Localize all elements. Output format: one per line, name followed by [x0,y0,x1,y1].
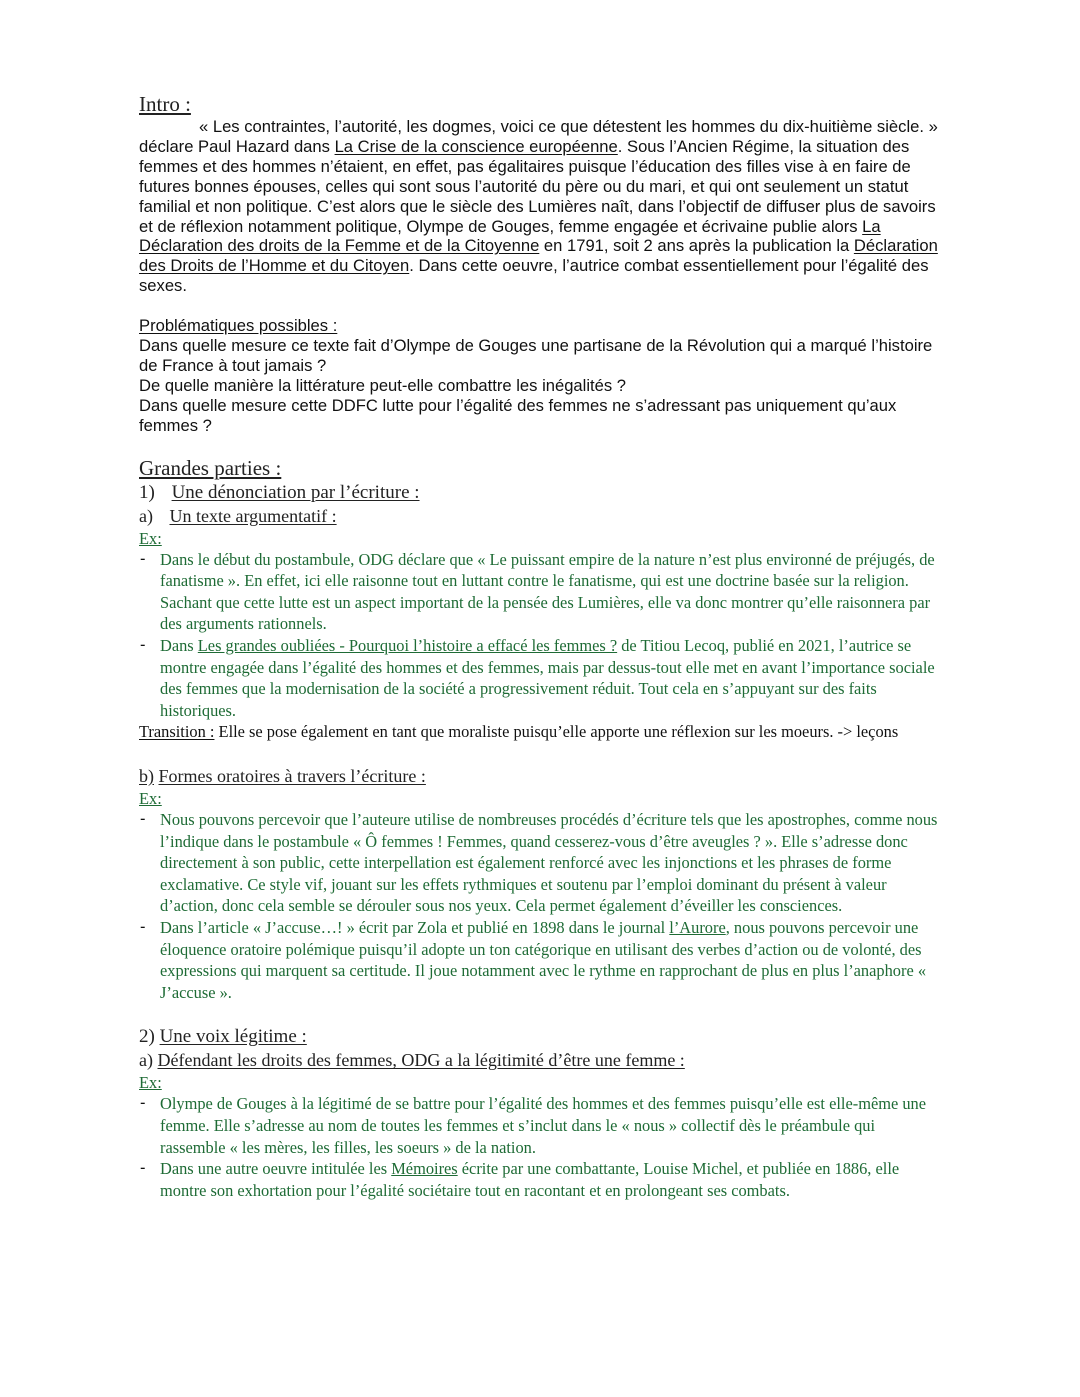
part-2a-number: a) [139,1050,153,1071]
list-item [139,917,939,1003]
part-1a-item-1: Dans le début du postambule, ODG déclare que « Le puissant empire de la nature n’est plus environné de préjugés, de fanatisme ». En effet, ici elle raisonne tout en luttant contre le fanatisme, qui est une doctrine basée sur la religion. Sachant que cette lutte est un aspect important de la pensée des Lumières, elle va donc montrer qu’elle raisonnera par des arguments rationnels. [160,549,935,634]
part-1b-item-2-text-a: Dans l’article « J’accuse…! » écrit par Zola et publié en 1898 dans le journal [160,918,670,937]
part-1b-number: b) [139,766,154,787]
part-2a-item-1: Olympe de Gouges à la légitimé de se battre pour l’égalité des hommes et des femmes puisqu’elle est elle-même une femme. Elle s’adresse au nom de toutes les femmes et s’inclut dans le « nous » collectif dès le préambule qui rassemble « les mères, les filles, les soeurs » de la nation. [160,1094,927,1157]
intro-text-c: en 1791, soit 2 ans après la publication la [539,236,854,256]
transition-label: Transition : [139,722,215,742]
part-2-title: Une voix légitime : [159,1026,307,1048]
part-2-heading [139,1025,939,1049]
part-2a-title: Défendant les droits des femmes, ODG a la légitimité d’être une femme : [157,1050,685,1071]
transition-paragraph [139,721,939,743]
intro-text-b: . Sous l’Ancien Régime, la situation des femmes et des hommes n’étaient, en effet, pas égalitaires puisque l’éducation des filles vise à en faire de futures bonnes épouses, celles qui sont sous l’autorité du père ou du mari, et qui ont seulement un statut familial et non politique. C’est alors que le siècle des Lumières naît, dans l’objectif de diffuser plus de savoirs et de réflexion notamment politique, Olympe de Gouges, femme engagée et écrivaine publie alors [139,136,936,236]
part-2a-item-2-text-a: Dans une autre oeuvre intitulée les [160,1159,392,1179]
problematique-1: Dans quelle mesure ce texte fait d’Olympe de Gouges une partisane de la Révolution qui a marqué l’histoire de France à tout jamais ? [139,336,933,376]
intro-heading: Intro : [139,92,191,116]
part-2a-heading [139,1049,939,1072]
part-1-heading [139,481,939,505]
ex-label-1b: Ex: [139,789,162,809]
part-2-number: 2) [139,1026,155,1048]
part-1a-item-2-text-a: Dans [160,636,198,656]
part-1a-item-2-text-b: de Titiou Lecoq, publié en 2021, l’autrice se montre engagée dans l’égalité des hommes et des femmes, mais par dessus-tout elle met en avant l’importance sociale des femmes que la modernisation de la société a progressivement réduit. Tout cela en s’appuyant sur des faits historiques. [160,636,935,720]
part-2a-item-2-title: Mémoires [391,1159,458,1179]
intro-text-a: « Les contraintes, l’autorité, les dogmes, voici ce que détestent les hommes du dix-huitième siècle. » déclare Paul Hazard dans [139,117,938,156]
problematique-3: Dans quelle mesure cette DDFC lutte pour l’égalité des femmes ne s’adressant pas uniquement qu’aux femmes ? [139,395,897,435]
intro-title-crise: La Crise de la conscience européenne [334,136,618,156]
part-1a-heading [139,505,939,528]
part-2a-list [139,1093,939,1201]
parties-heading: Grandes parties : [139,455,282,480]
list-item [139,1093,939,1158]
ex-label-2a: Ex: [139,1073,162,1093]
part-2a-item-2-text-b: écrite par une combattante, Louise Michel, et publiée en 1886, elle montre son exhortation pour l’égalité sociétaire tout en racontant et en prolongeant ses combats. [160,1159,900,1200]
intro-paragraph [139,117,939,296]
problematiques-heading: Problématiques possibles : [139,316,338,336]
intro-title-ddfc: La Déclaration des droits de la Femme et de la Citoyenne [139,216,881,256]
list-item [139,809,939,917]
part-1-title: Une dénonciation par l’écriture : [171,481,420,503]
transition-text: Elle se pose également en tant que moraliste puisqu’elle apporte une réflexion sur les moeurs. -> leçons [214,722,899,742]
problematique-2: De quelle manière la littérature peut-elle combattre les inégalités ? [139,375,627,395]
ex-label-1a: Ex: [139,528,162,548]
part-1a-title: Un texte argumentatif : [169,505,337,526]
intro-title-ddhc: Déclaration des Droits de l’Homme et du Citoyen [139,236,938,276]
part-1b-heading [139,765,939,788]
intro-text-d: . Dans cette oeuvre, l’autrice combat essentiellement pour l’égalité des sexes. [139,256,929,296]
part-1b-item-1: Nous pouvons percevoir que l’auteure utilise de nombreuses procédés d’écriture tels que les apostrophes, comme nous l’indique dans le postambule « Ô femmes ! Femmes, quand cesserez-vous d’être aveugles ? ». Elle s’adresse donc directement à son public, cette interpellation est également renforcé avec les injonctions et les phrases de forme exclamative. Ce style vif, jouant sur les effets rythmiques et soutenu par l’emploi dominant du présent à valeur d’action, donc cela semble se dérouler sous nos yeux. Cela permet également d’éveiller les consciences. [160,810,938,916]
part-1b-item-2-text-b: , nous pouvons percevoir une éloquence oratoire polémique puisqu’il adopte un ton catégorique en utilisant des verbes d’action ou de volonté, des expressions qui marquent sa certitude. Il joue notamment avec le rythme en rapprochant de plus en plus l’anaphore « J’accuse ». [160,918,927,1002]
part-1b-list [139,809,939,1003]
list-item [139,1158,939,1201]
part-1-number: 1) [139,481,155,503]
list-item [139,635,939,721]
part-1b-title: Formes oratoires à travers l’écriture : [158,766,426,787]
part-1a-number: a) [139,505,153,526]
part-1a-item-2-title: Les grandes oubliées - Pourquoi l’histoire a effacé les femmes ? [197,636,618,656]
part-1b-item-2-title: l’Aurore [669,918,726,937]
list-item [139,549,939,635]
part-1a-list [139,549,939,722]
document-page [139,92,939,1201]
